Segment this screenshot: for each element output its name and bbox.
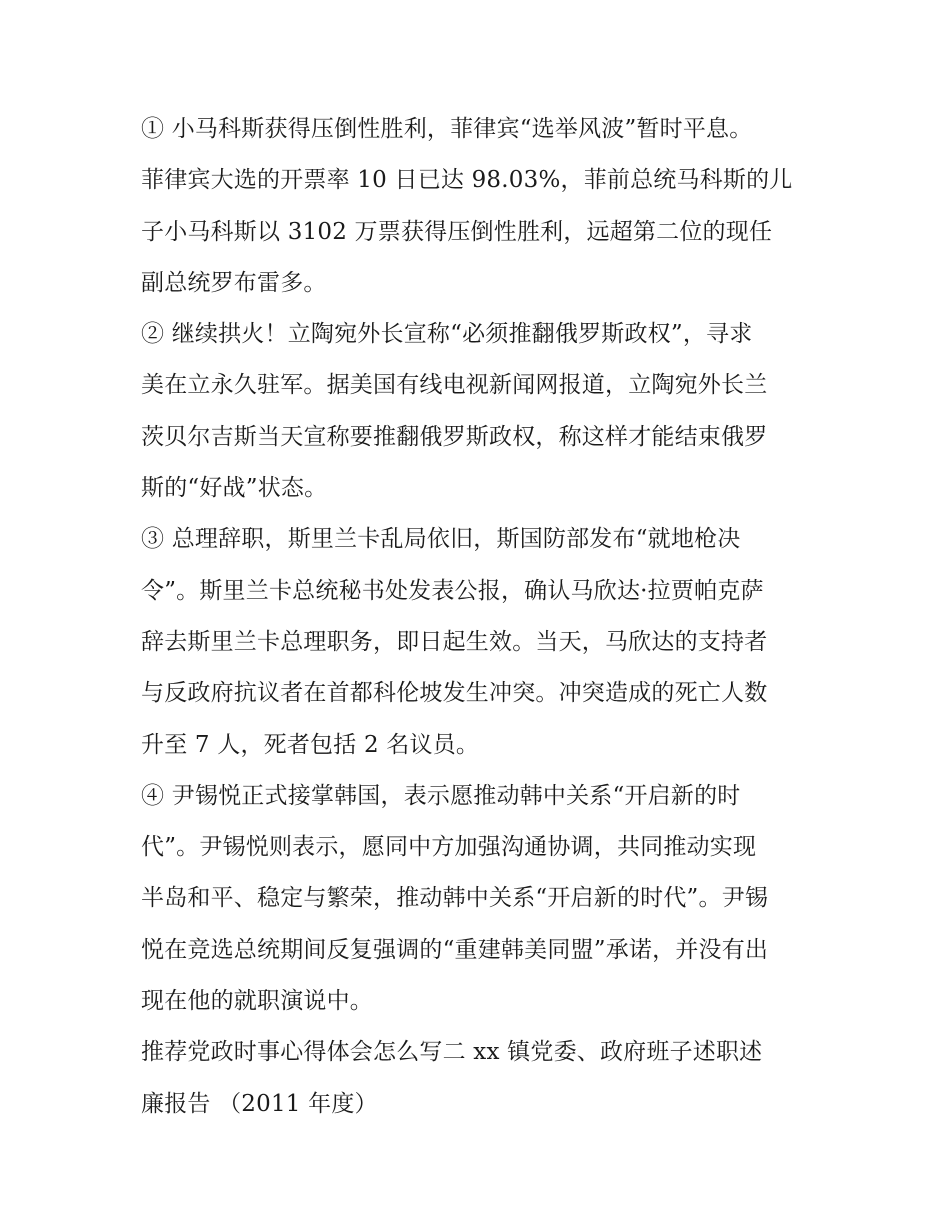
text-line-10: 令”。斯里兰卡总统秘书处发表公报，确认马欣达·拉贾帕克萨 [141,577,764,604]
text-line-7: 茨贝尔吉斯当天宣称要推翻俄罗斯政权，称这样才能结束俄罗 [141,423,768,450]
text-line-2: 菲律宾大选的开票率 10 日已达 98.03%，菲前总统马科斯的儿 [141,167,793,194]
text-line-16: 半岛和平、稳定与繁荣，推动韩中关系“开启新的时代”。尹锡 [141,885,769,912]
text-line-4: 副总统罗布雷多。 [141,269,327,296]
text-line-1: ① 小马科斯获得压倒性胜利，菲律宾“选举风波”暂时平息。 [141,116,753,142]
text-line-11: 辞去斯里兰卡总理职务，即日起生效。当天，马欣达的支持者 [141,628,768,655]
text-line-19: 推荐党政时事心得体会怎么写二 xx 镇党委、政府班子述职述 [141,1039,763,1066]
text-line-9: ③ 总理辞职，斯里兰卡乱局依旧，斯国防部发布“就地枪决 [141,526,741,553]
text-line-17: 悦在竞选总统期间反复强调的“重建韩美同盟”承诺，并没有出 [141,936,769,963]
text-line-20: 廉报告 （2011 年度） [141,1090,378,1117]
text-line-15: 代”。尹锡悦则表示，愿同中方加强沟通协调，共同推动实现 [141,834,757,861]
text-line-12: 与反政府抗议者在首都科伦坡发生冲突。冲突造成的死亡人数 [141,680,768,707]
document-body [141,104,821,1130]
text-line-8: 斯的“好战”状态。 [141,475,328,502]
text-line-3: 子小马科斯以 3102 万票获得压倒性胜利，远超第二位的现任 [141,218,773,245]
text-line-18: 现在他的就职演说中。 [141,988,373,1015]
text-line-6: 美在立永久驻军。据美国有线电视新闻网报道，立陶宛外长兰 [141,372,768,399]
text-line-5: ② 继续拱火！立陶宛外长宣称“必须推翻俄罗斯政权”，寻求 [141,321,753,348]
text-line-13: 升至 7 人，死者包括 2 名议员。 [141,731,480,758]
text-line-14: ④ 尹锡悦正式接掌韩国，表示愿推动韩中关系“开启新的时 [141,782,741,809]
